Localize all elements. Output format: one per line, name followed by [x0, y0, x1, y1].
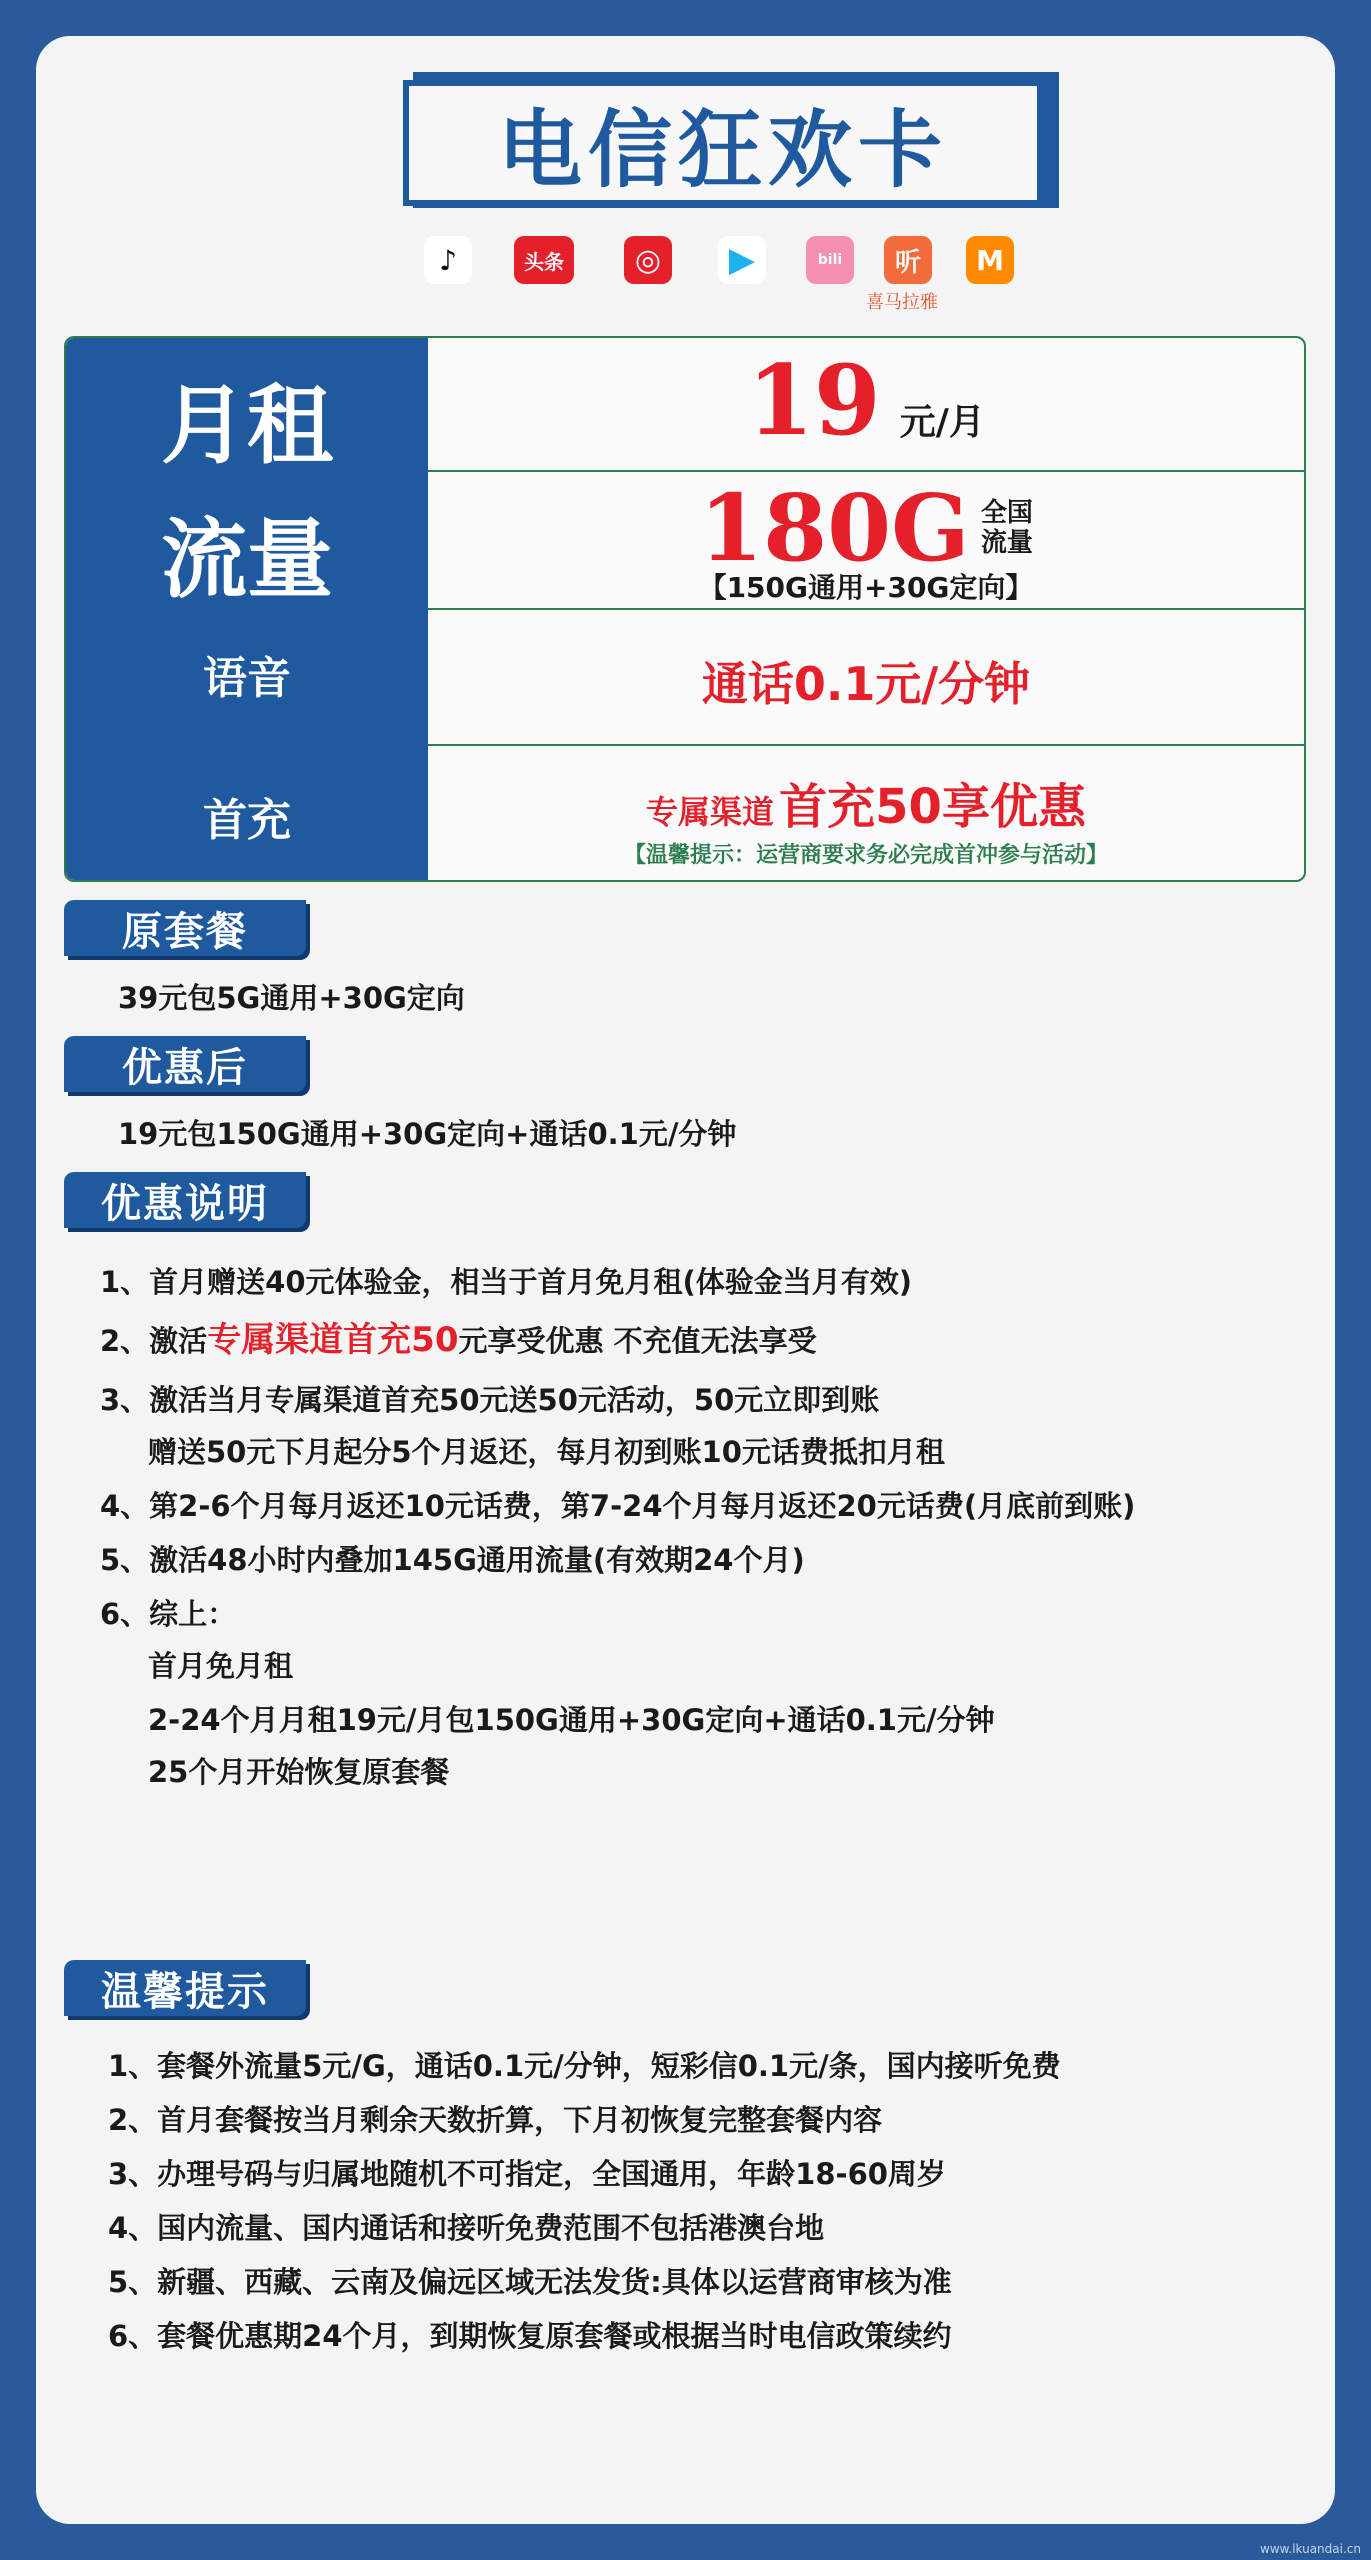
ximalaya-caption: 喜马拉雅: [866, 292, 938, 313]
recharge-prefix: 专属渠道: [646, 793, 775, 831]
explain-tag: 优惠说明: [64, 1172, 306, 1228]
watermark: www.lkuandai.cn: [1260, 2542, 1361, 2556]
voice-label: 语音: [203, 653, 291, 704]
douyin-icon: ♪: [424, 236, 472, 284]
voice-value: 通话0.1元/分钟: [701, 657, 1031, 711]
explain-item-3-cont: 赠送50元下月起分5个月返还，每月初到账10元话费抵扣月租: [148, 1435, 945, 1469]
explain-item-6-b: 2-24个月月租19元/月包150G通用+30G定向+通话0.1元/分钟: [148, 1703, 995, 1737]
rent-value: [428, 344, 1304, 457]
plan-table: [64, 336, 1306, 882]
explain-item-6: 6、综上：: [100, 1597, 237, 1631]
ximalaya-icon: 听: [884, 236, 932, 284]
mangotv-icon: M: [966, 236, 1014, 284]
rent-unit: 元/月: [899, 402, 985, 443]
rent-label: 月租: [161, 376, 333, 476]
page-title: 电信狂欢卡: [497, 100, 948, 199]
tip-item: 6、套餐优惠期24个月，到期恢复原套餐或根据当时电信政策续约: [108, 2319, 952, 2353]
tip-item: 4、国内流量、国内通话和接听免费范围不包括港澳台地: [108, 2211, 825, 2245]
netease-music-icon: ◎: [624, 236, 672, 284]
explain-item-4: 4、第2-6个月每月返还10元话费，第7-24个月每月返还20元话费(月底前到账): [100, 1489, 1136, 1523]
data-scope-line: 流量: [980, 528, 1033, 558]
row-divider: [428, 744, 1304, 746]
original-plan-tag: 原套餐: [64, 900, 306, 956]
recharge-note: 【温馨提示：运营商要求务必完成首冲参与活动】: [623, 843, 1108, 868]
explain-item-5: 5、激活48小时内叠加145G通用流量(有效期24个月): [100, 1543, 805, 1577]
rent-price: 19: [747, 344, 881, 457]
explain-item-3: 3、激活当月专属渠道首充50元送50元活动，50元立即到账: [100, 1383, 880, 1417]
explain-item-1: 1、首月赠送40元体验金，相当于首月免月租(体验金当月有效): [100, 1265, 913, 1299]
explain-item-2: [100, 1312, 817, 1361]
tip-item: 3、办理号码与归属地随机不可指定，全国通用，年龄18-60周岁: [108, 2157, 946, 2191]
data-label: 流量: [161, 510, 333, 610]
title-box: [403, 80, 1043, 206]
data-scope: [981, 498, 1033, 558]
tip-item: 1、套餐外流量5元/G，通话0.1元/分钟，短彩信0.1元/条，国内接听免费: [108, 2049, 1061, 2083]
explain-item-2-highlight: 专属渠道首充50: [207, 1320, 459, 1360]
discounted-plan-text: 19元包150G通用+30G定向+通话0.1元/分钟: [118, 1117, 737, 1151]
tip-item: 5、新疆、西藏、云南及偏远区域无法发货:具体以运营商审核为准: [108, 2265, 952, 2299]
tencent-video-icon: ▶: [718, 236, 766, 284]
bilibili-icon: bili: [806, 236, 854, 284]
original-plan-text: 39元包5G通用+30G定向: [118, 981, 465, 1015]
explain-item-6-c: 25个月开始恢复原套餐: [148, 1755, 450, 1789]
data-amount: 180G: [699, 474, 970, 582]
data-detail: 【150G通用+30G定向】: [698, 571, 1034, 604]
explain-item-2-suffix: 元享受优惠 不充值无法享受: [458, 1324, 817, 1358]
toutiao-icon: 头条: [514, 236, 574, 284]
discounted-plan-tag: 优惠后: [64, 1036, 306, 1092]
app-icon-row: [0, 236, 1371, 316]
explain-item-6-a: 首月免月租: [148, 1649, 294, 1683]
row-divider: [428, 470, 1304, 472]
row-divider: [428, 608, 1304, 610]
explain-item-2-prefix: 2、激活: [100, 1324, 208, 1358]
data-scope-line: 全国: [980, 498, 1033, 528]
tip-item: 2、首月套餐按当月剩余天数折算，下月初恢复完整套餐内容: [108, 2103, 883, 2137]
recharge-main: 首充50享优惠: [779, 779, 1086, 835]
recharge-value: [428, 768, 1304, 837]
tips-tag: 温馨提示: [64, 1960, 306, 2016]
recharge-label: 首充: [203, 795, 291, 846]
